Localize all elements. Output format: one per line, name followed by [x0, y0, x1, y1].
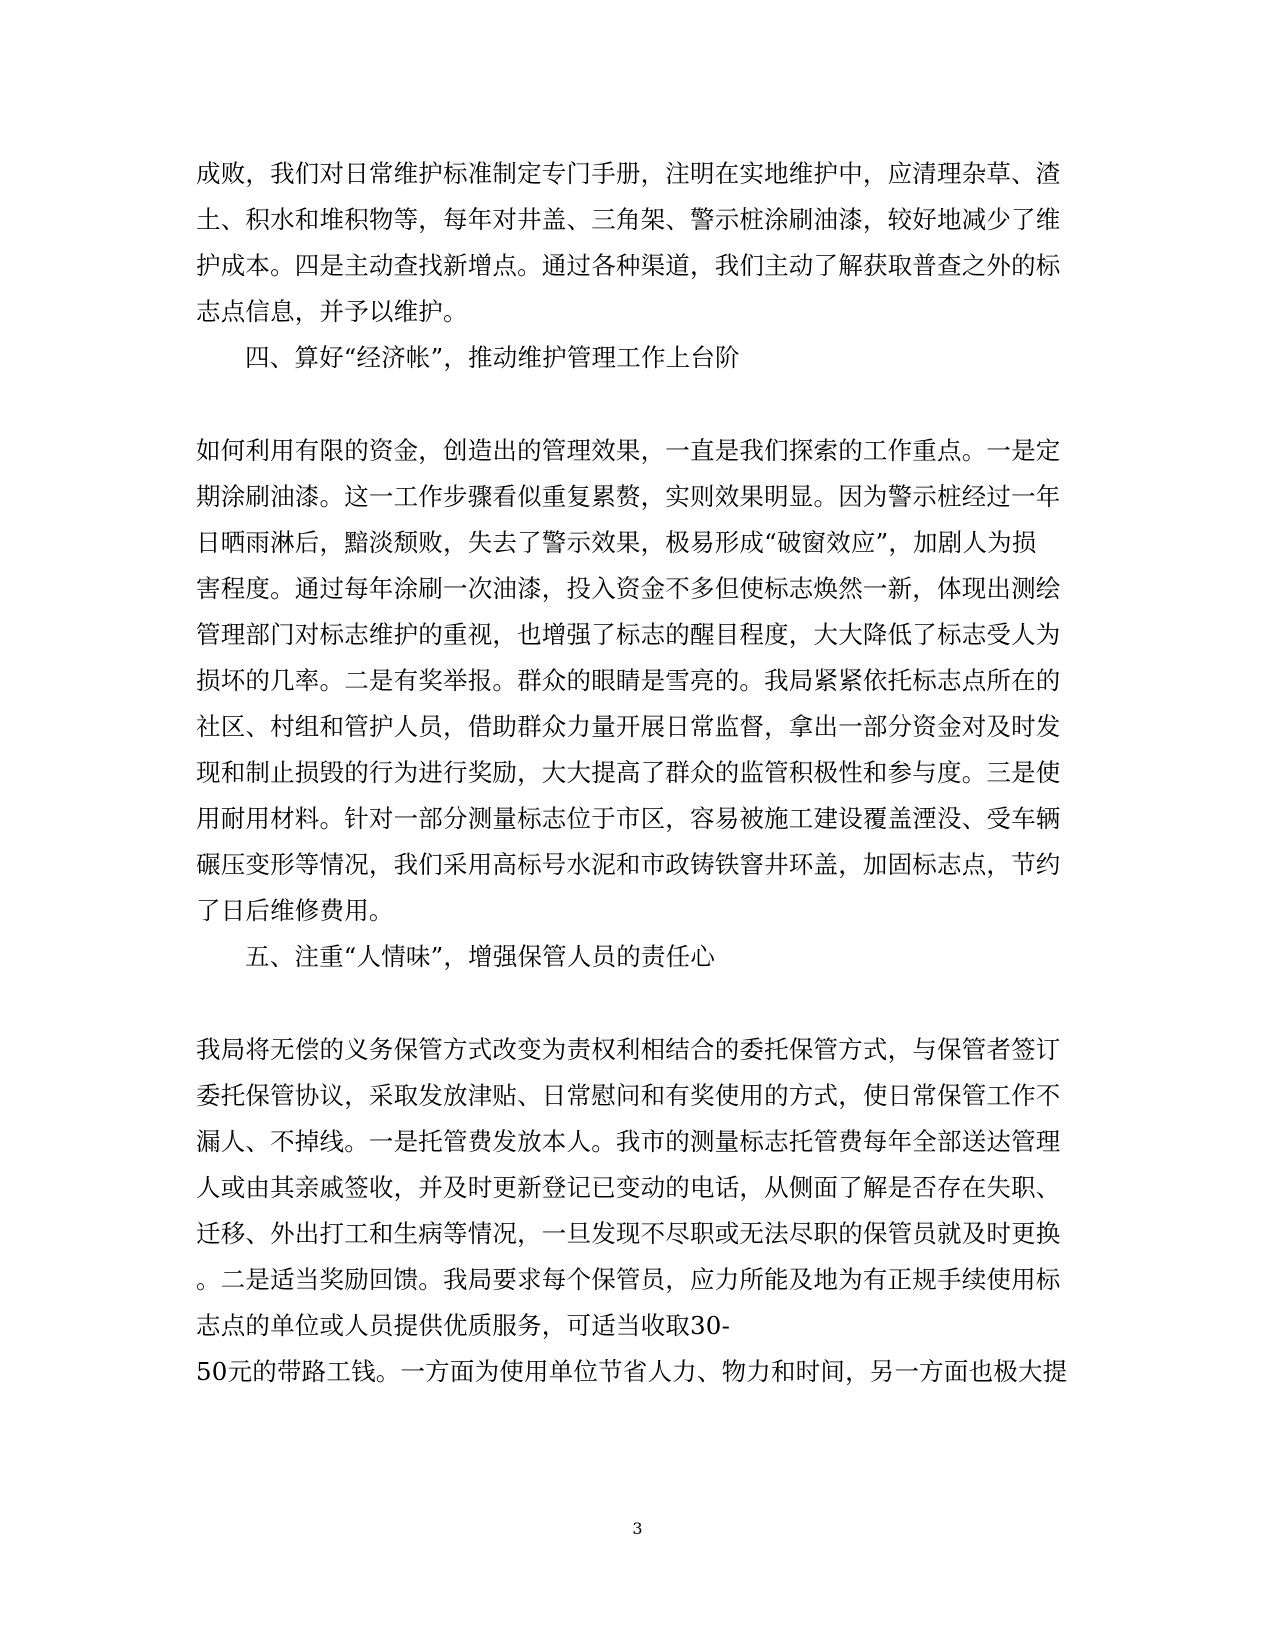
text-line: 漏人、不掉线。一是托管费发放本人。我市的测量标志托管费每年全部送达管理	[196, 1127, 1061, 1156]
section-heading: 五、注重“人情味”，增强保管人员的责任心	[245, 942, 716, 971]
text-line: 碾压变形等情况，我们采用高标号水泥和市政铸铁窨井环盖，加固标志点，节约	[196, 850, 1061, 879]
text-line: 害程度。通过每年涂刷一次油漆，投入资金不多但使标志焕然一新，体现出测绘	[196, 574, 1061, 603]
text-line: 社区、村组和管护人员，借助群众力量开展日常监督，拿出一部分资金对及时发	[196, 712, 1061, 741]
text-line: 委托保管协议，采取发放津贴、日常慰问和有奖使用的方式，使日常保管工作不	[196, 1081, 1061, 1110]
text-line: 如何利用有限的资金，创造出的管理效果，一直是我们探索的工作重点。一是定	[196, 436, 1061, 465]
text-line: 人或由其亲戚签收，并及时更新登记已变动的电话，从侧面了解是否存在失职、	[196, 1173, 1061, 1202]
text-line: 50元的带路工钱。一方面为使用单位节省人力、物力和时间，另一方面也极大提	[196, 1357, 1068, 1386]
text-line: 了日后维修费用。	[196, 896, 394, 925]
text-line: 日晒雨淋后，黯淡颓败，失去了警示效果，极易形成“破窗效应”，加剧人为损	[196, 528, 1037, 557]
text-line: 志点的单位或人员提供优质服务，可适当收取30-	[196, 1311, 731, 1340]
text-line: 期涂刷油漆。这一工作步骤看似重复累赘，实则效果明显。因为警示桩经过一年	[196, 482, 1061, 511]
text-line: 现和制止损毁的行为进行奖励，大大提高了群众的监管积极性和参与度。三是使	[196, 758, 1061, 787]
text-line: 迁移、外出打工和生病等情况，一旦发现不尽职或无法尽职的保管员就及时更换	[196, 1219, 1061, 1248]
text-line: 损坏的几率。二是有奖举报。群众的眼睛是雪亮的。我局紧紧依托标志点所在的	[196, 666, 1061, 695]
page-number: 3	[632, 1519, 643, 1538]
section-heading: 四、算好“经济帐”，推动维护管理工作上台阶	[245, 343, 740, 372]
text-line: 。二是适当奖励回馈。我局要求每个保管员，应力所能及地为有正规手续使用标	[196, 1265, 1061, 1294]
text-line: 土、积水和堆积物等，每年对井盖、三角架、警示桩涂刷油漆，较好地减少了维	[196, 205, 1061, 234]
text-line: 护成本。四是主动查找新增点。通过各种渠道，我们主动了解获取普查之外的标	[196, 251, 1061, 280]
text-line: 成败，我们对日常维护标准制定专门手册，注明在实地维护中，应清理杂草、渣	[196, 159, 1061, 188]
text-line: 用耐用材料。针对一部分测量标志位于市区，容易被施工建设覆盖湮没、受车辆	[196, 804, 1061, 833]
text-line: 志点信息，并予以维护。	[196, 297, 468, 326]
text-line: 我局将无偿的义务保管方式改变为责权利相结合的委托保管方式，与保管者签订	[196, 1035, 1061, 1064]
text-line: 管理部门对标志维护的重视，也增强了标志的醒目程度，大大降低了标志受人为	[196, 620, 1061, 649]
